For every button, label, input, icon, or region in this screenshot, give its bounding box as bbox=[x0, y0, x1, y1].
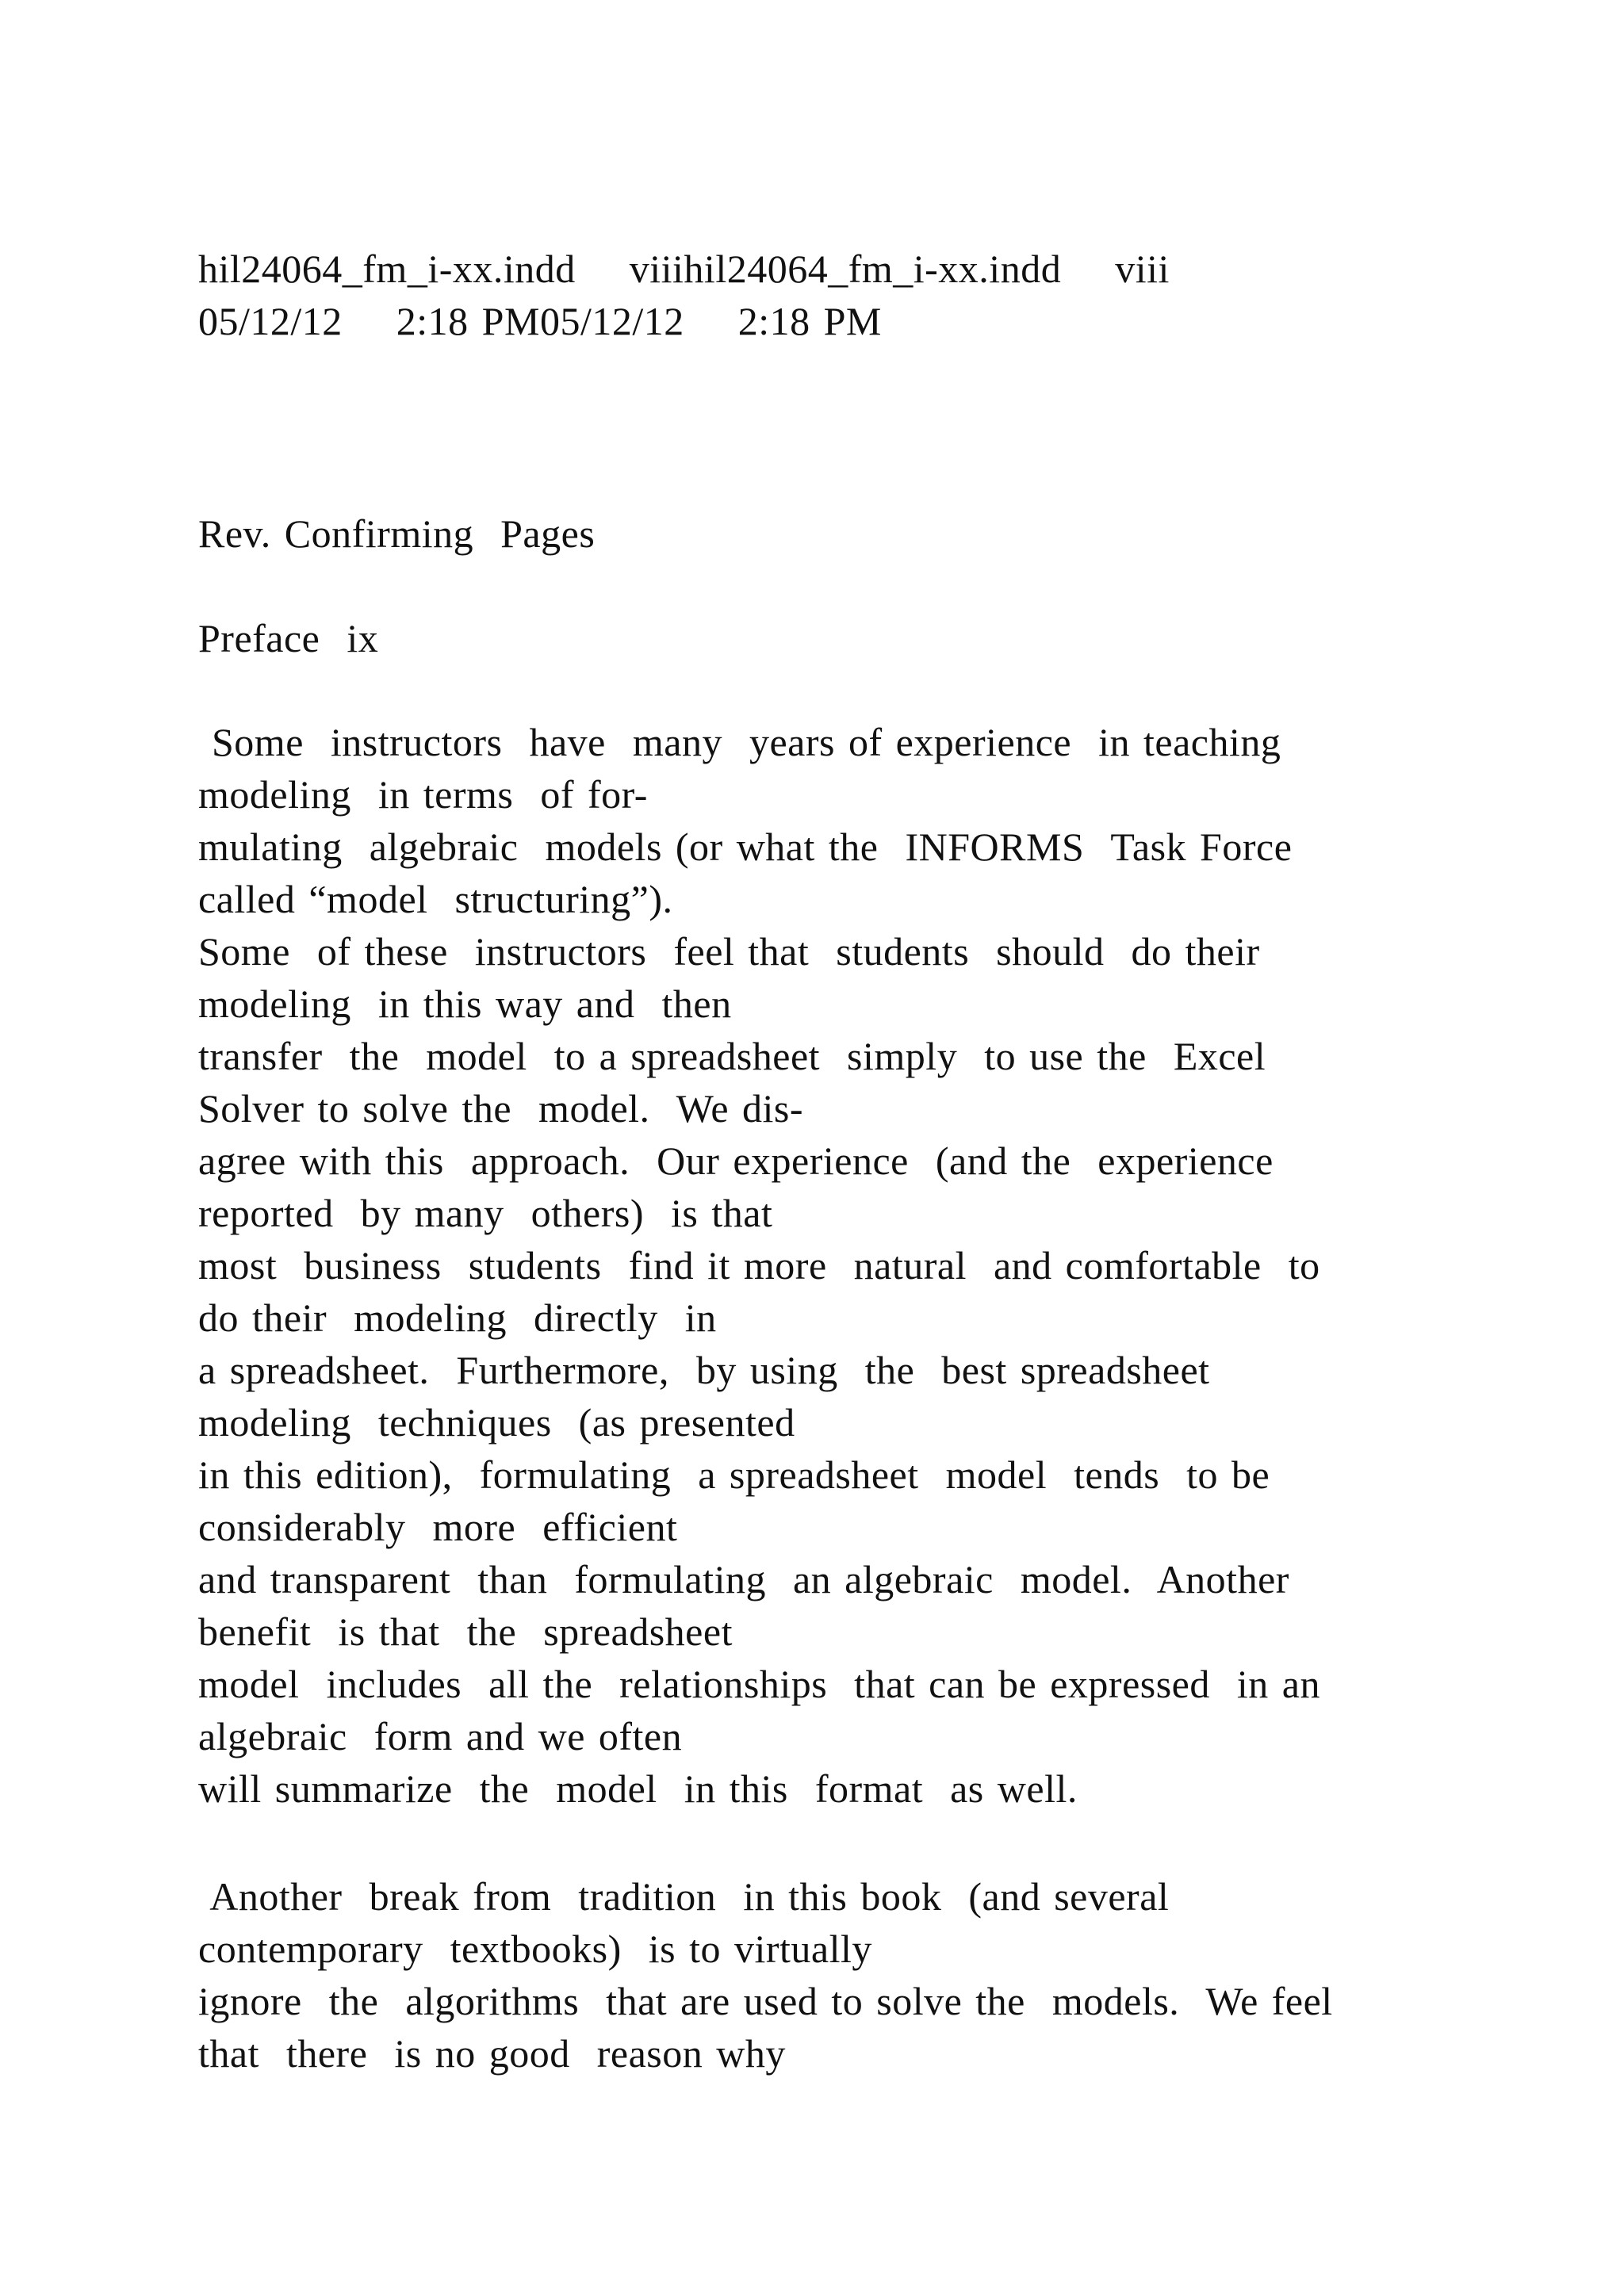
paragraph-line: agree with this approach. Our experience (and the experience bbox=[198, 1138, 1274, 1183]
paragraph-line: that there is no good reason why bbox=[198, 2031, 786, 2076]
paragraph-line: transfer the model to a spreadsheet simply to use the Excel bbox=[198, 1034, 1266, 1078]
file-name-line: hil24064_fm_i-xx.indd viiihil24064_fm_i-xx.indd viii bbox=[198, 247, 1170, 291]
timestamp-line: 05/12/12 2:18 PM05/12/12 2:18 PM bbox=[198, 299, 882, 343]
paragraph-line: Some of these instructors feel that students should do their bbox=[198, 929, 1260, 974]
file-header bbox=[198, 243, 1594, 347]
paragraph-line: a spreadsheet. Furthermore, by using the best spreadsheet bbox=[198, 1348, 1210, 1392]
paragraph-1 bbox=[198, 716, 1594, 1815]
paragraph-line: mulating algebraic models (or what the INFORMS Task Force bbox=[198, 825, 1293, 869]
preface-page-label: Preface ix bbox=[198, 616, 379, 660]
paragraph-line: and transparent than formulating an algebraic model. Another bbox=[198, 1557, 1289, 1601]
paragraph-line: will summarize the model in this format as well. bbox=[198, 1766, 1078, 1811]
status-label bbox=[198, 507, 1594, 560]
paragraph-line: ignore the algorithms that are used to solve the models. We feel bbox=[198, 1979, 1333, 2023]
paragraph-line: Another break from tradition in this book (and several bbox=[198, 1874, 1170, 1919]
paragraph-line: modeling techniques (as presented bbox=[198, 1400, 795, 1445]
paragraph-line: reported by many others) is that bbox=[198, 1191, 773, 1235]
paragraph-line: called “model structuring”). bbox=[198, 877, 673, 921]
paragraph-2 bbox=[198, 1870, 1594, 2080]
paragraph-line: Some instructors have many years of experience in teaching bbox=[198, 720, 1281, 764]
paragraph-line: benefit is that the spreadsheet bbox=[198, 1609, 733, 1654]
paragraph-line: algebraic form and we often bbox=[198, 1714, 683, 1758]
paragraph-line: in this edition), formulating a spreadsheet model tends to be bbox=[198, 1452, 1270, 1497]
paragraph-line: modeling in this way and then bbox=[198, 982, 732, 1026]
rev-confirming-label: Rev. Confirming Pages bbox=[198, 511, 596, 556]
paragraph-line: do their modeling directly in bbox=[198, 1295, 717, 1340]
paragraph-line: modeling in terms of for- bbox=[198, 772, 648, 817]
paragraph-line: most business students find it more natural and comfortable to bbox=[198, 1243, 1320, 1288]
paragraph-line: Solver to solve the model. We dis- bbox=[198, 1086, 804, 1131]
paragraph-line: model includes all the relationships that can be expressed in an bbox=[198, 1662, 1320, 1706]
paragraph-line: considerably more efficient bbox=[198, 1505, 678, 1549]
running-head bbox=[198, 612, 1594, 664]
paragraph-line: contemporary textbooks) is to virtually bbox=[198, 1927, 872, 1971]
